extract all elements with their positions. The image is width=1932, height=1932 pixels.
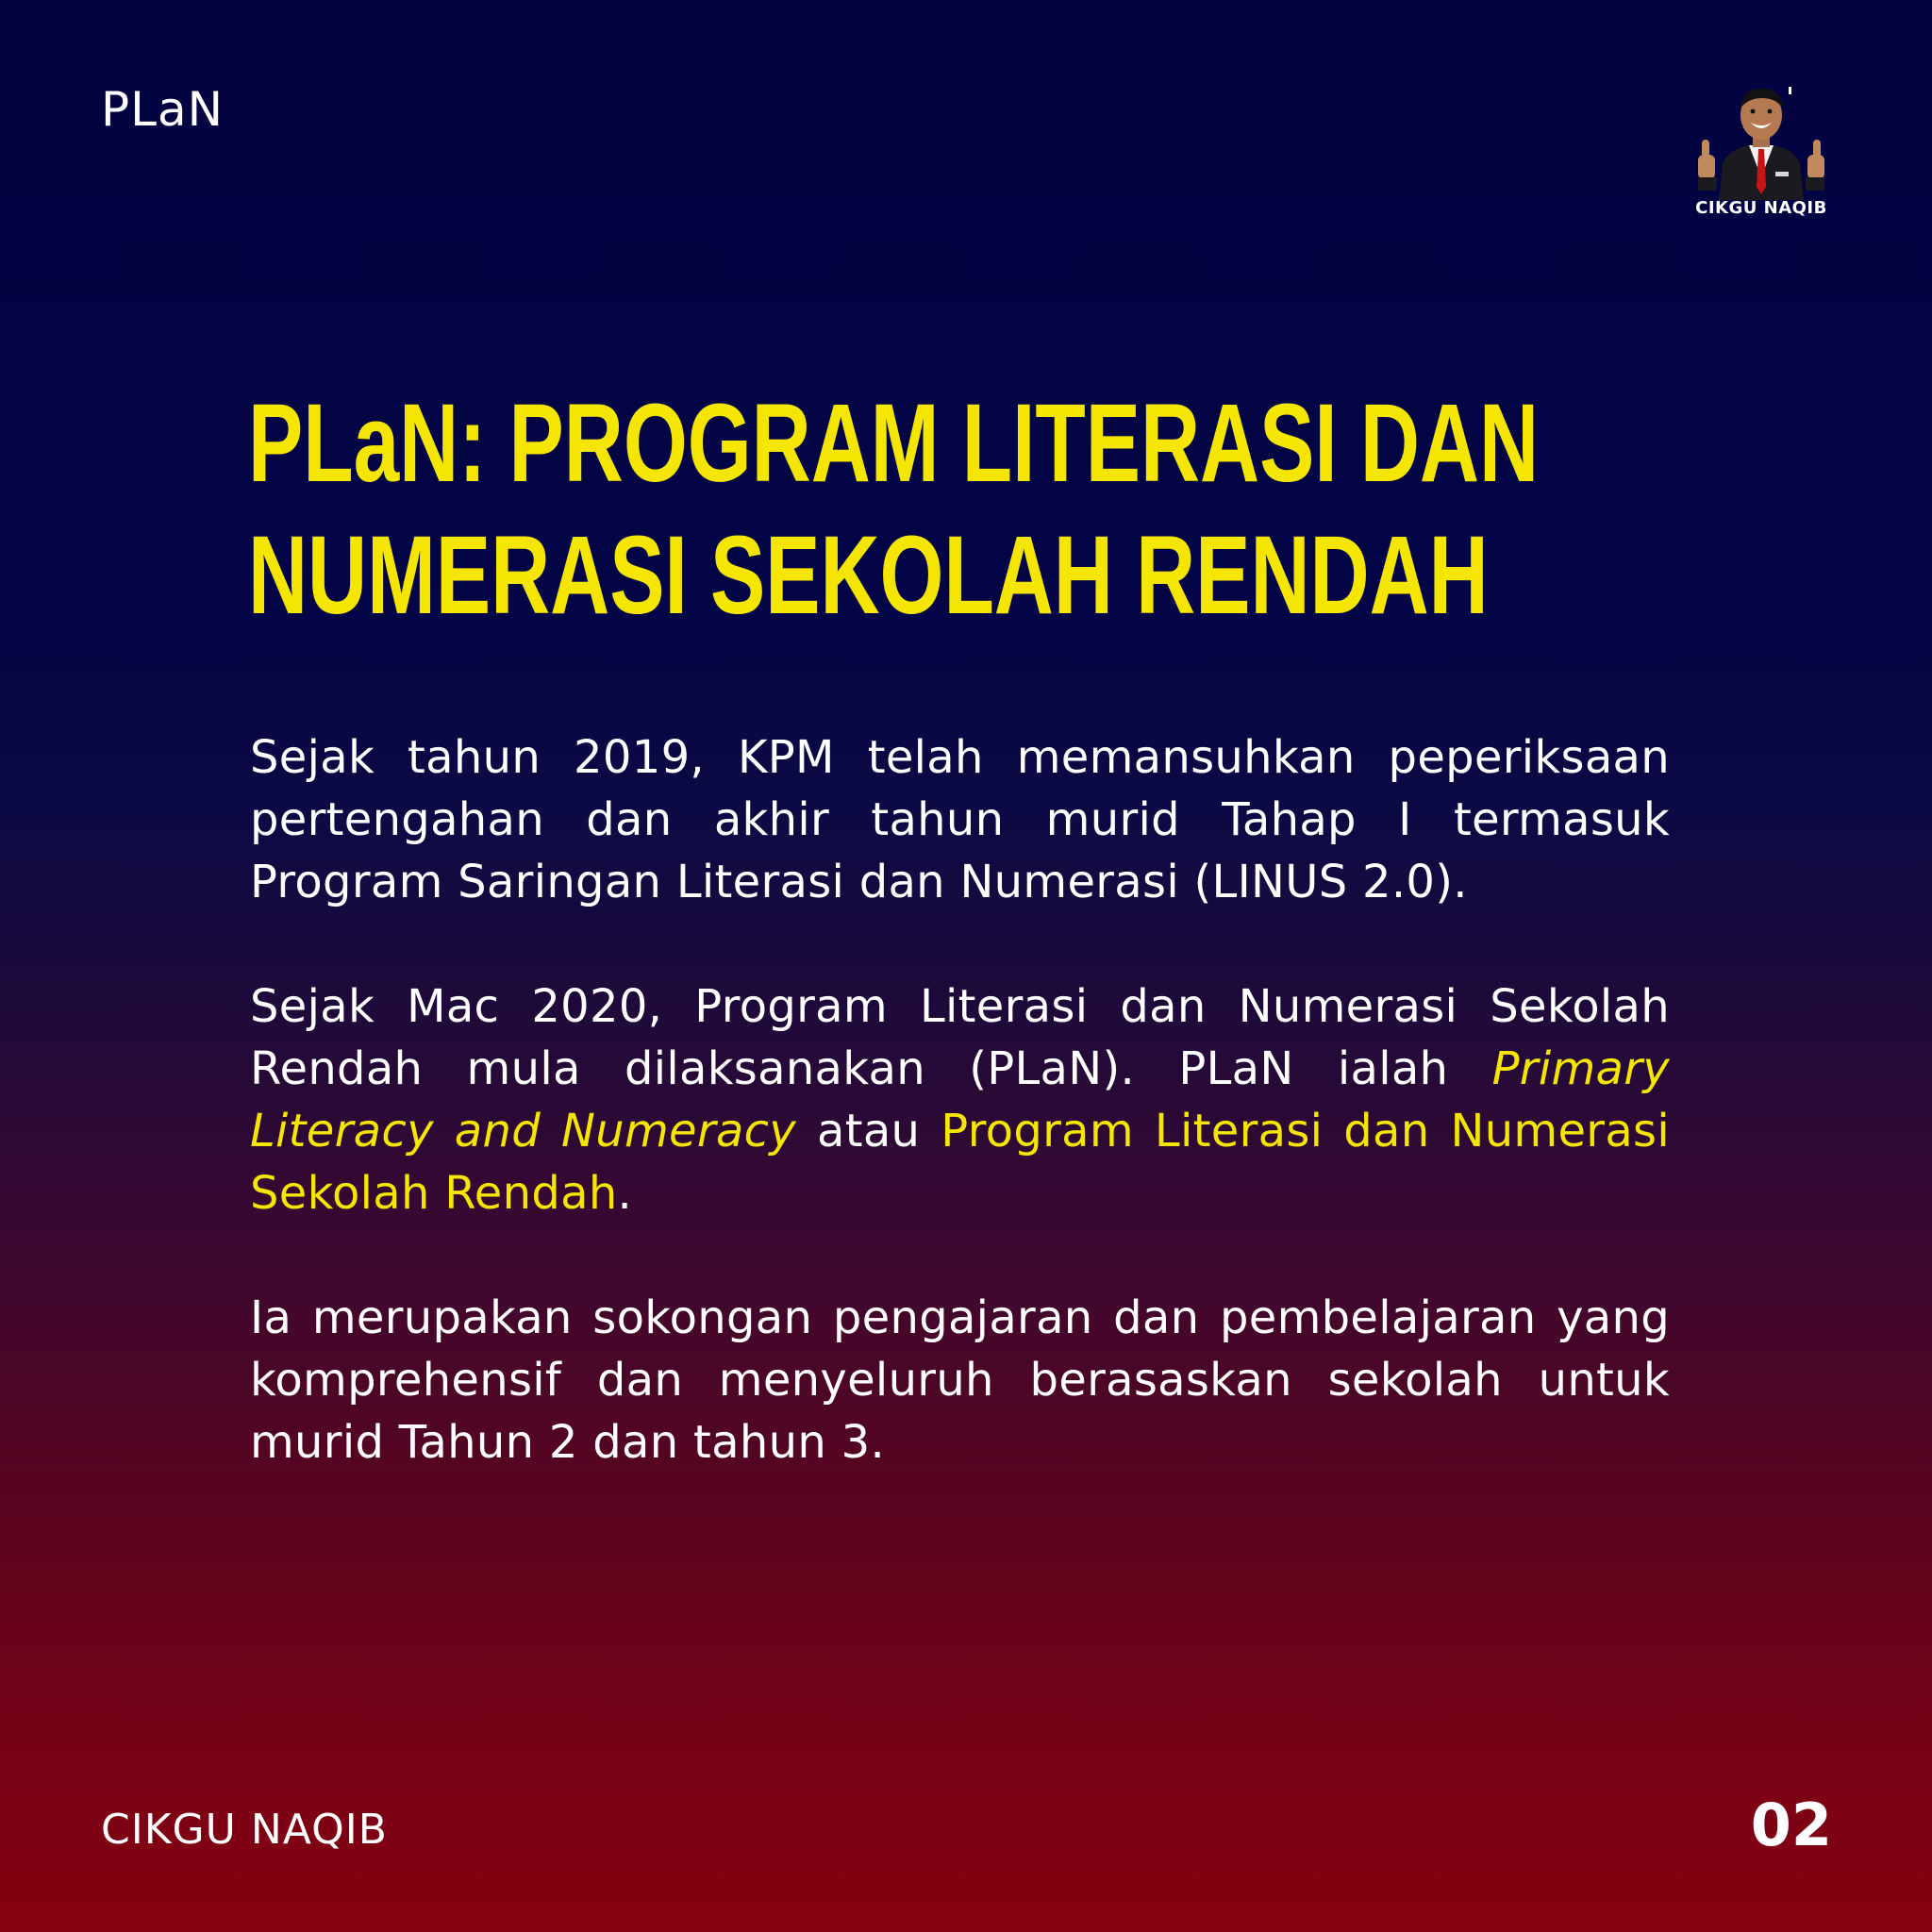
paragraph-3: Ia merupakan sokongan pengajaran dan pembelajaran yang komprehensif dan menyeluruh berasaskan sekolah untuk murid Tahun 2 dan tahun 3. xyxy=(250,1291,1670,1469)
logo xyxy=(1672,83,1851,225)
paragraph-1: Sejak tahun 2019, KPM telah memansuhkan peperiksaan pertengahan dan akhir tahun murid Tahap I termasuk Program Saringan Literasi dan Numerasi (LINUS 2.0). xyxy=(250,731,1670,908)
body-text xyxy=(250,726,1670,1474)
paragraph-2-end: . xyxy=(617,1167,633,1220)
paragraph-2 xyxy=(250,975,1670,1224)
paragraph-2-connector: atau xyxy=(795,1105,941,1158)
highlight-malay-term: Program Literasi dan Numerasi Sekolah Rendah xyxy=(250,1105,1671,1220)
logo-caption: CIKGU NAQIB xyxy=(1695,198,1827,218)
paragraph-2-intro: Sejak Mac 2020, Program Literasi dan Numerasi Sekolah Rendah mula dilaksanakan (PLaN). PLaN ialah xyxy=(250,980,1670,1095)
footer-brand: CIKGU NAQIB xyxy=(101,1806,388,1854)
teacher-thumbs-up-avatar-icon xyxy=(1690,83,1832,200)
highlight-english-term: Primary Literacy and Numeracy xyxy=(250,1042,1670,1158)
header-brand: PLaN xyxy=(101,82,225,137)
title-line-1: PLaN: PROGRAM LITERASI DAN xyxy=(248,381,1540,506)
page-number: 02 xyxy=(1750,1790,1832,1859)
title-line-2: NUMERASI SEKOLAH RENDAH xyxy=(248,513,1489,638)
page-title xyxy=(248,377,1540,641)
